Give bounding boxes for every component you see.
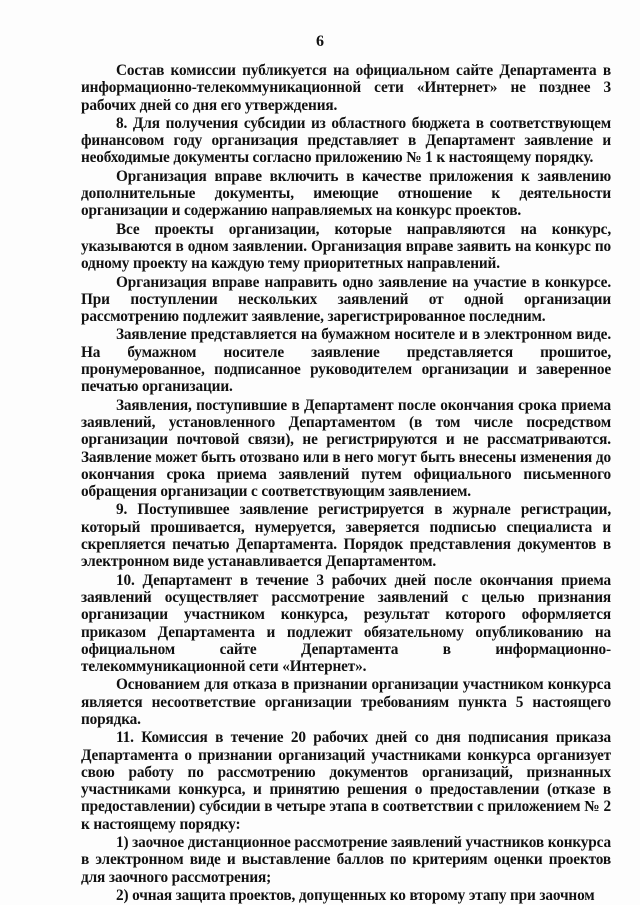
paragraph: 1) заочное дистанционное рассмотрение заявлений участников конкурса в электронном виде и выставление баллов по критериям оценки проектов для заочного рассмотрения;: [81, 834, 611, 886]
paragraph: Организация вправе направить одно заявление на участие в конкурсе. При поступлении нескольких заявлений от одной организации рассмотрению подлежит заявление, зарегистрированное последним.: [81, 273, 611, 326]
page-number: 6: [316, 33, 324, 50]
paragraph: 10. Департамент в течение 3 рабочих дней после окончания приема заявлений осуществляет рассмотрение заявлений с целью признания организации участником конкурса, результат которого оформляется приказом Департамента и подлежит обязательному опубликованию на официальном сайте Департамента в информационно-телекоммуникационной сети «Интернет».: [81, 571, 611, 676]
paragraph: 11. Комиссия в течение 20 рабочих дней со дня подписания приказа Департамента о признании организаций участниками конкурса организует свою работу по рассмотрению документов организаций, признанных участниками конкурса, и принятию решения о предоставлении (отказе в предоставлении) субсидии в четыре этапа в соответствии с приложением № 2 к настоящему порядку:: [81, 729, 611, 833]
paragraph: Заявления, поступившие в Департамент после окончания срока приема заявлений, установленного Департаментом (в том числе посредством организации почтовой связи), не регистрируются и не рассматриваются. Заявление может быть отозвано или в него могут быть внесены изменения до окончания срока приема заявлений путем официального письменного обращения организации с соответствующим заявлением.: [81, 396, 611, 501]
paragraph: Заявление представляется на бумажном носителе и в электронном виде. На бумажном носителе заявление представляется прошитое, пронумерованное, подписанное руководителем организации и заверенное печатью организации.: [81, 326, 611, 396]
paragraph: Организация вправе включить в качестве приложения к заявлению дополнительные документы, имеющие отношение к деятельности организации и содержанию направляемых на конкурс проектов.: [81, 167, 611, 220]
paragraph: Основанием для отказа в признании организации участником конкурса является несоответствие организации требованиям пункта 5 настоящего порядка.: [81, 676, 611, 728]
paragraph: Состав комиссии публикуется на официальном сайте Департамента в информационно-телекоммуникационной сети «Интернет» не позднее 3 рабочих дней со дня его утверждения.: [81, 62, 611, 114]
paragraph: Все проекты организации, которые направляются на конкурс, указываются в одном заявлении. Организация вправе заявить на конкурс по одному проекту на каждую тему приоритетных направлений.: [81, 220, 611, 273]
document-body: [81, 62, 611, 905]
paragraph: 9. Поступившее заявление регистрируется в журнале регистрации, который прошивается, нумеруется, заверяется подписью специалиста и скрепляется печатью Департамента. Порядок представления документов в электронном виде устанавливается Департаментом.: [81, 501, 611, 571]
paragraph: 8. Для получения субсидии из областного бюджета в соответствующем финансовом году организация представляет в Департамент заявление и необходимые документы согласно приложению № 1 к настоящему порядку.: [81, 114, 611, 167]
paragraph: 2) очная защита проектов, допущенных ко второму этапу при заочном: [116, 886, 595, 904]
